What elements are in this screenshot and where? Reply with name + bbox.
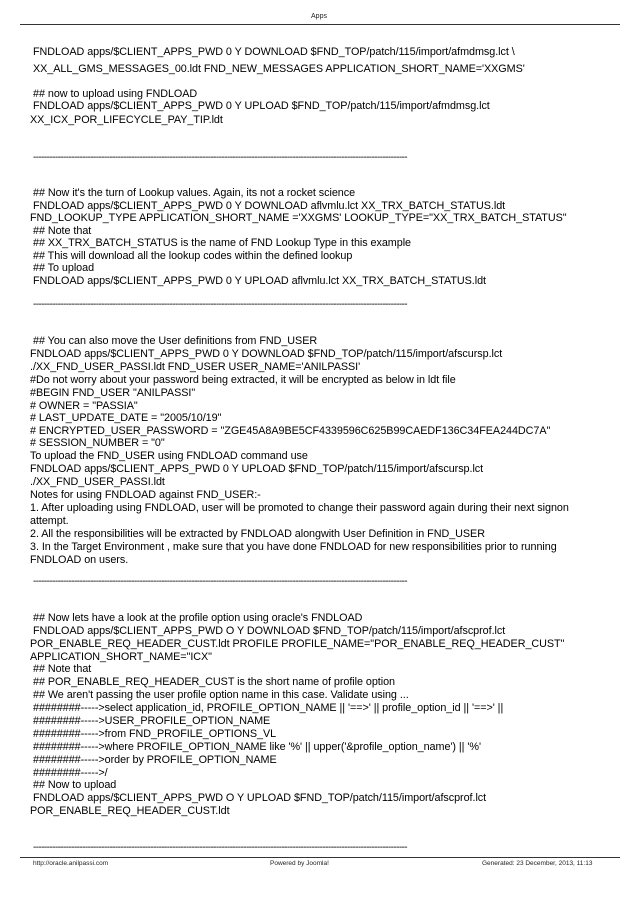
comment-line: ## You can also move the User definitions from FND_USER (33, 335, 318, 347)
comment-line: ## Note that (33, 225, 92, 237)
code-line: FNDLOAD apps/$CLIENT_APPS_PWD O Y DOWNLOAD $FND_TOP/patch/115/import/afscprof.lct (33, 625, 506, 637)
text-line: 1. After uploading using FNDLOAD, user will be promoted to change their password again during their next signon (30, 502, 569, 514)
text-line: 3. In the Target Environment , make sure that you have done FNDLOAD for new responsibilities prior to running (30, 541, 557, 553)
comment-line: ## We aren't passing the user profile option name in this case. Validate using ... (33, 689, 409, 701)
text-line: Notes for using FNDLOAD against FND_USER:- (30, 489, 261, 501)
code-line: FNDLOAD apps/$CLIENT_APPS_PWD 0 Y DOWNLOAD $FND_TOP/patch/115/import/afmdmsg.lct \ (33, 46, 515, 58)
sql-line: ########----->where PROFILE_OPTION_NAME like '%' || upper('&profile_option_name') || '%' (33, 741, 481, 753)
code-line: ./XX_FND_USER_PASSI.ldt FND_USER USER_NAME='ANILPASSI' (30, 361, 361, 373)
comment-line: ## XX_TRX_BATCH_STATUS is the name of FND Lookup Type in this example (33, 237, 412, 249)
section-separator: ----------------------------------------------------------------------------------------------------------------------------------------- (33, 299, 408, 310)
comment-line: # ENCRYPTED_USER_PASSWORD = "ZGE45A8A9BE5CF4339596C625B99CAEDF136C34FEA244DC7A" (30, 425, 551, 437)
comment-line: ## Now to upload (33, 779, 117, 791)
comment-line: ## Now it's the turn of Lookup values. Again, its not a rocket science (33, 187, 356, 199)
text-line: To upload the FND_USER using FNDLOAD command use (30, 450, 308, 462)
text-line: attempt. (30, 515, 69, 527)
comment-line: ## POR_ENABLE_REQ_HEADER_CUST is the short name of profile option (33, 676, 396, 688)
code-line: FNDLOAD apps/$CLIENT_APPS_PWD 0 Y UPLOAD aflvmlu.lct XX_TRX_BATCH_STATUS.ldt (33, 275, 487, 287)
footer-site-link[interactable]: http://oracle.anilpassi.com (33, 860, 109, 867)
code-line: FNDLOAD apps/$CLIENT_APPS_PWD O Y UPLOAD $FND_TOP/patch/115/import/afscprof.lct (33, 792, 487, 804)
sql-line: ########----->from FND_PROFILE_OPTIONS_VL (33, 728, 277, 740)
sql-line: ########----->USER_PROFILE_OPTION_NAME (33, 715, 271, 727)
footer-powered-by: Powered by Joomla! (270, 860, 329, 867)
code-line: FNDLOAD apps/$CLIENT_APPS_PWD 0 Y DOWNLOAD aflvmlu.lct XX_TRX_BATCH_STATUS.ldt (33, 200, 506, 212)
text-line: FNDLOAD on users. (30, 554, 129, 566)
comment-line: # OWNER = "PASSIA" (30, 400, 138, 412)
code-line: POR_ENABLE_REQ_HEADER_CUST.ldt PROFILE PROFILE_NAME="POR_ENABLE_REQ_HEADER_CUST" (30, 638, 565, 650)
comment-line: ## Now lets have a look at the profile option using oracle's FNDLOAD (33, 612, 363, 624)
sql-line: ########----->/ (33, 767, 108, 779)
code-line: APPLICATION_SHORT_NAME="ICX" (30, 651, 212, 663)
section-separator: ----------------------------------------------------------------------------------------------------------------------------------------- (33, 576, 408, 587)
footer-divider (20, 857, 620, 858)
comment-line: #Do not worry about your password being extracted, it will be encrypted as below in ldt file (30, 374, 456, 386)
text-line: 2. All the responsibilities will be extracted by FNDLOAD alongwith User Definition in FND_USER (30, 528, 485, 540)
sql-line: ########----->select application_id, PROFILE_OPTION_NAME || '==>' || profile_option_id || '==>' || (33, 702, 504, 714)
code-line: FND_LOOKUP_TYPE APPLICATION_SHORT_NAME ='XXGMS' LOOKUP_TYPE="XX_TRX_BATCH_STATUS" (30, 212, 567, 224)
code-line: POR_ENABLE_REQ_HEADER_CUST.ldt (30, 805, 230, 817)
footer-generated-date: Generated: 23 December, 2013, 11:13 (482, 860, 593, 867)
section-separator: ----------------------------------------------------------------------------------------------------------------------------------------- (33, 842, 408, 853)
comment-line: ## This will download all the lookup codes within the defined lookup (33, 250, 353, 262)
comment-line: ## now to upload using FNDLOAD (33, 88, 198, 100)
sql-line: ########----->order by PROFILE_OPTION_NAME (33, 754, 277, 766)
code-line: ./XX_FND_USER_PASSI.ldt (30, 476, 165, 488)
code-line: FNDLOAD apps/$CLIENT_APPS_PWD 0 Y UPLOAD $FND_TOP/patch/115/import/afmdmsg.lct (33, 100, 490, 112)
code-line: XX_ALL_GMS_MESSAGES_00.ldt FND_NEW_MESSAGES APPLICATION_SHORT_NAME='XXGMS' (33, 63, 525, 75)
page-header-title: Apps (311, 13, 327, 20)
code-line: FNDLOAD apps/$CLIENT_APPS_PWD 0 Y UPLOAD $FND_TOP/patch/115/import/afscursp.lct (30, 463, 484, 475)
comment-line: # LAST_UPDATE_DATE = "2005/10/19" (30, 412, 222, 424)
comment-line: #BEGIN FND_USER "ANILPASSI" (30, 387, 196, 399)
code-line: FNDLOAD apps/$CLIENT_APPS_PWD 0 Y DOWNLOAD $FND_TOP/patch/115/import/afscursp.lct (30, 348, 503, 360)
comment-line: # SESSION_NUMBER = "0" (30, 437, 165, 449)
code-line: XX_ICX_POR_LIFECYCLE_PAY_TIP.ldt (30, 114, 223, 126)
section-separator: ----------------------------------------------------------------------------------------------------------------------------------------- (33, 152, 408, 163)
comment-line: ## Note that (33, 663, 92, 675)
comment-line: ## To upload (33, 262, 95, 274)
